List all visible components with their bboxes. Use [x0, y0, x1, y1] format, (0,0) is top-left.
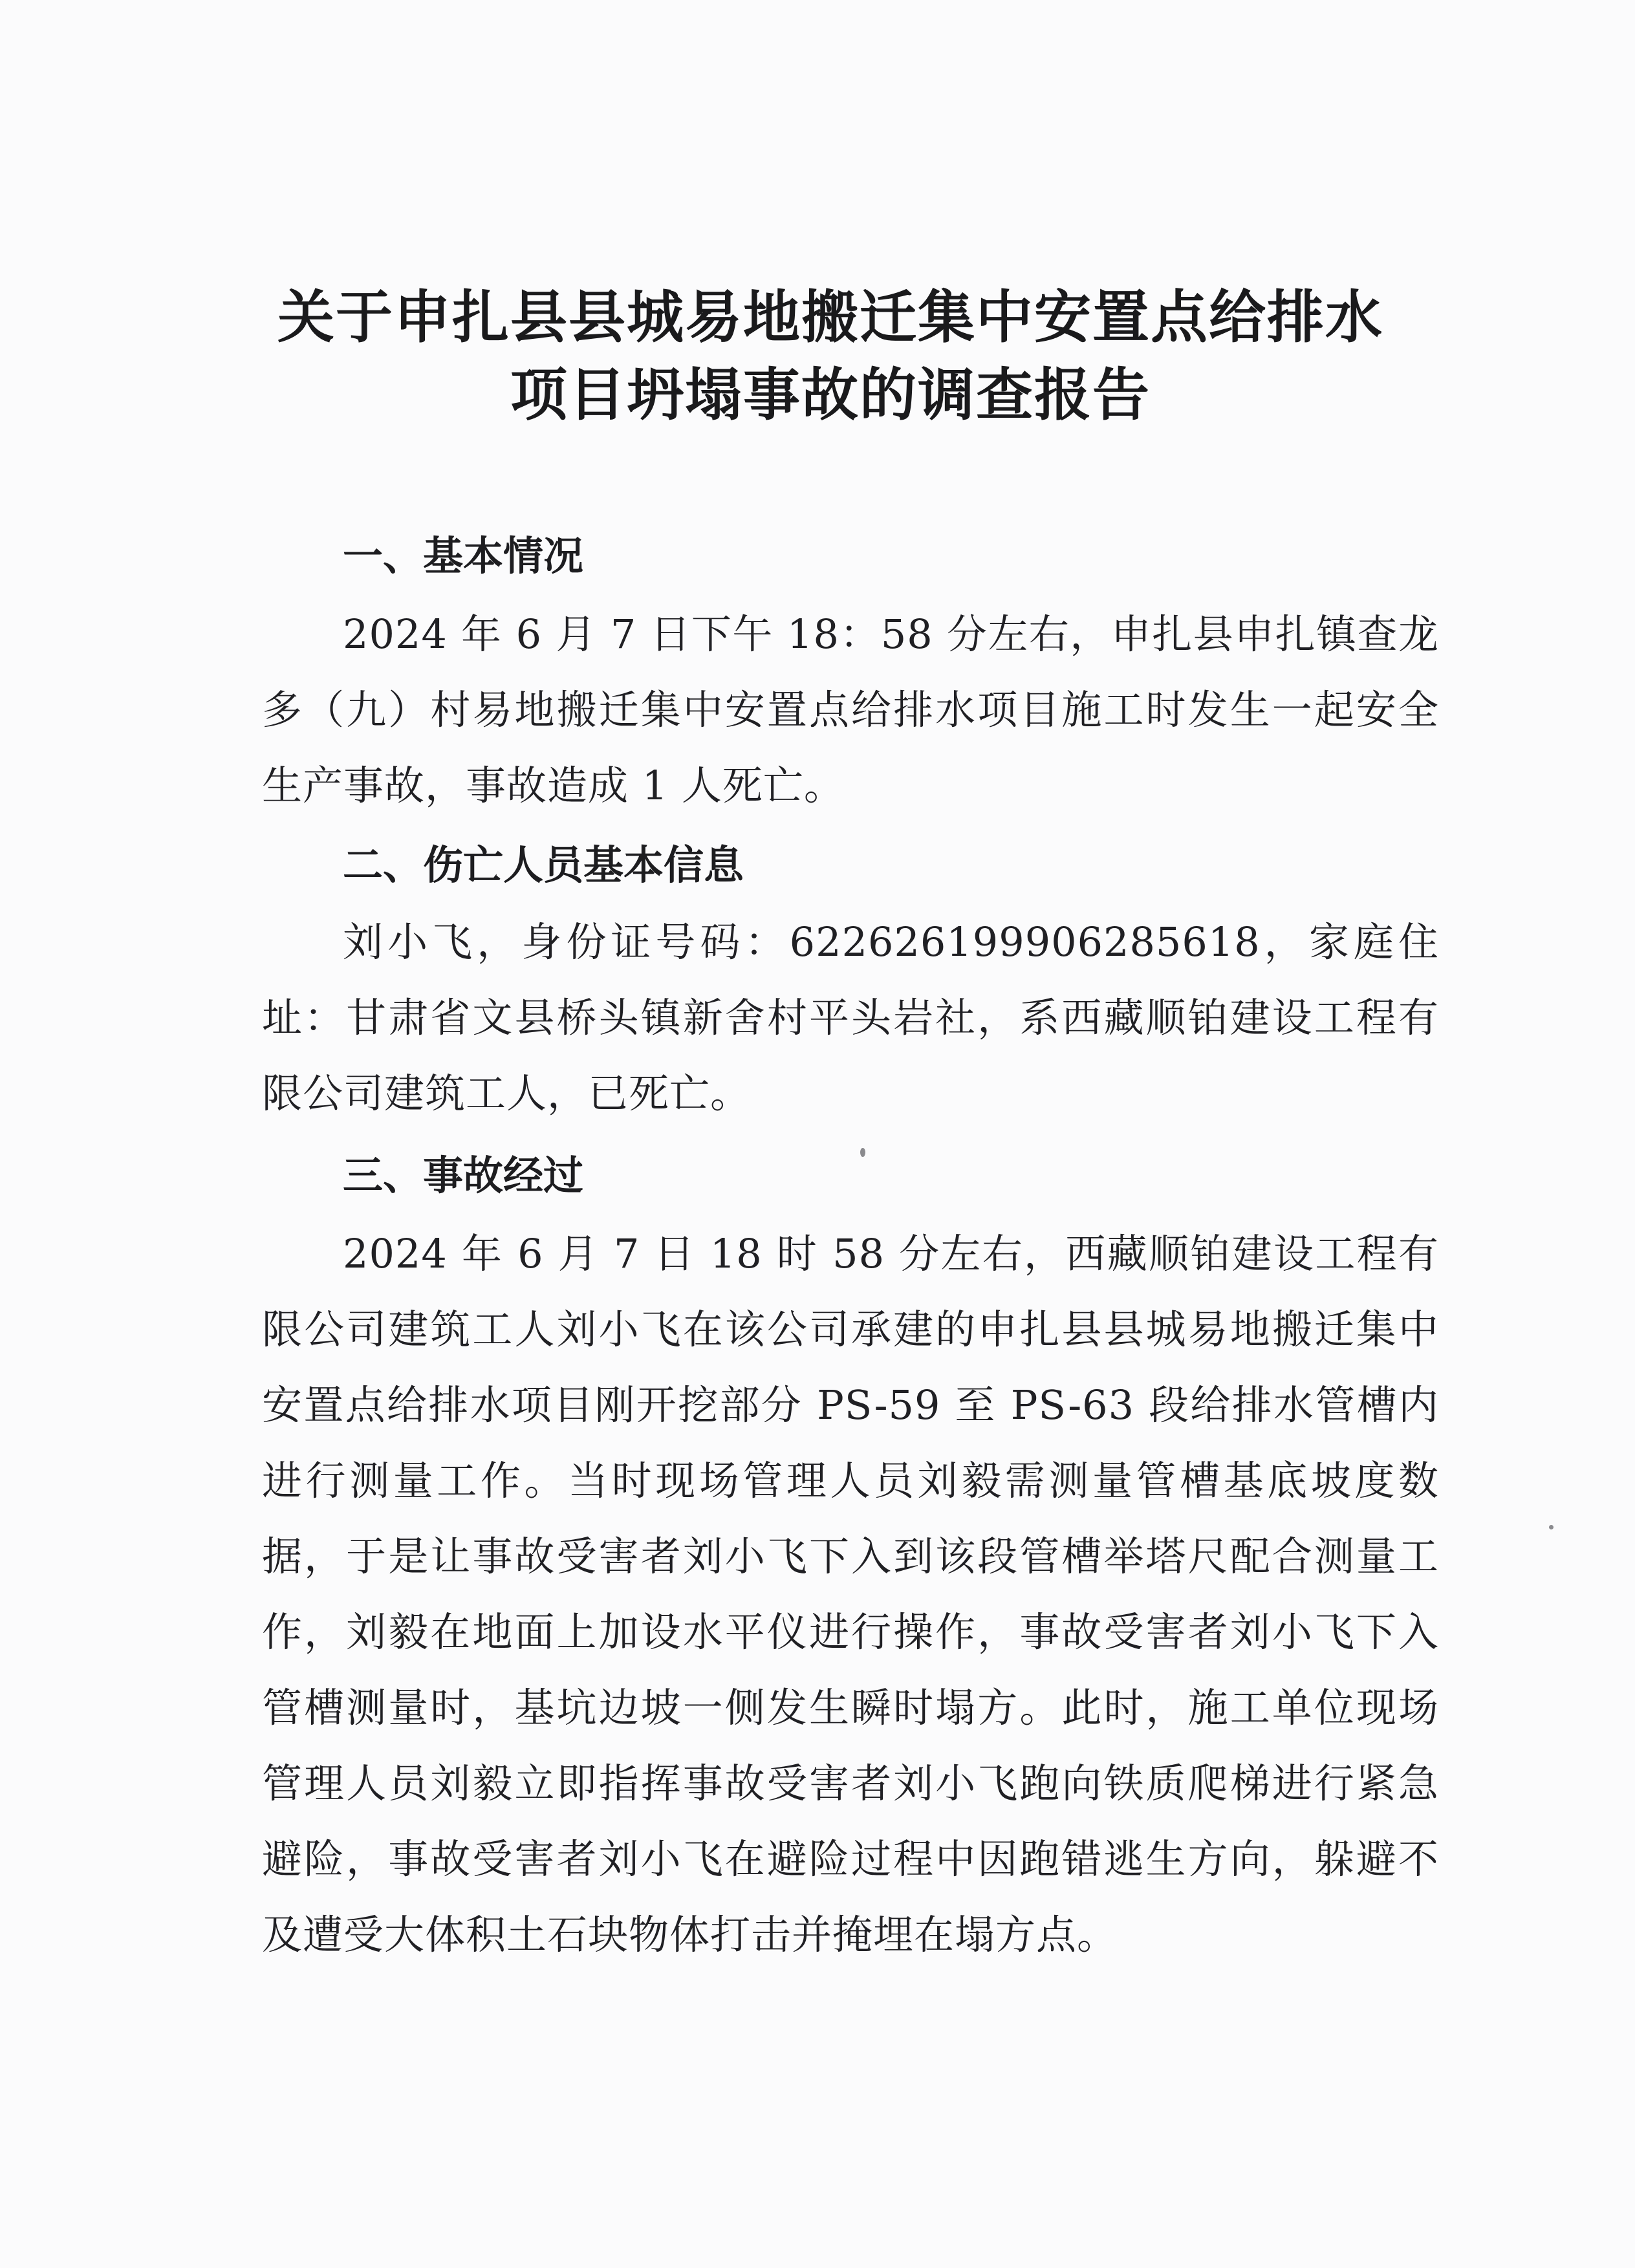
scan-speck — [1549, 1525, 1554, 1529]
section-paragraph-basic-info: 2024 年 6 月 7 日下午 18：58 分左右，申扎县申扎镇查龙多（九）村易地搬迁集中安置点给排水项目施工时发生一起安全生产事故，事故造成 1 人死亡。 — [262, 610, 1439, 809]
section-heading-casualty-info: 二、伤亡人员基本信息 — [343, 841, 744, 889]
section-paragraph-accident-process: 2024 年 6 月 7 日 18 时 58 分左右，西藏顺铂建设工程有限公司建筑工人刘小飞在该公司承建的申扎县县城易地搬迁集中安置点给排水项目刚开挖部分 PS-59 至 PS-63 段给排水管槽内进行测量工作。当时现场管理人员刘毅需测量管槽基底坡度数据，于是让事故受害者刘小飞下入到该段管槽举塔尺配合测量工作，刘毅在地面上加设水平仪进行操作，事故受害者刘小飞下入管槽测量时，基坑边坡一侧发生瞬时塌方。此时，施工单位现场管理人员刘毅立即指挥事故受害者刘小飞跑向铁质爬梯进行紧急避险，事故受害者刘小飞在避险过程中因跑错逃生方向，躲避不及遭受大体积土石块物体打击并掩埋在塌方点。 — [262, 1230, 1439, 1958]
section-heading-basic-info: 一、基本情况 — [343, 532, 584, 579]
scan-speck — [860, 1148, 865, 1157]
document-title-line-2: 项目坍塌事故的调查报告 — [510, 361, 1151, 428]
section-heading-accident-process: 三、事故经过 — [343, 1152, 584, 1199]
section-paragraph-casualty-info: 刘小飞，身份证号码：622626199906285618，家庭住址：甘肃省文县桥头镇新舍村平头岩社，系西藏顺铂建设工程有限公司建筑工人，已死亡。 — [262, 918, 1439, 1117]
document-title-line-1: 关于申扎县县城易地搬迁集中安置点给排水 — [277, 283, 1383, 351]
